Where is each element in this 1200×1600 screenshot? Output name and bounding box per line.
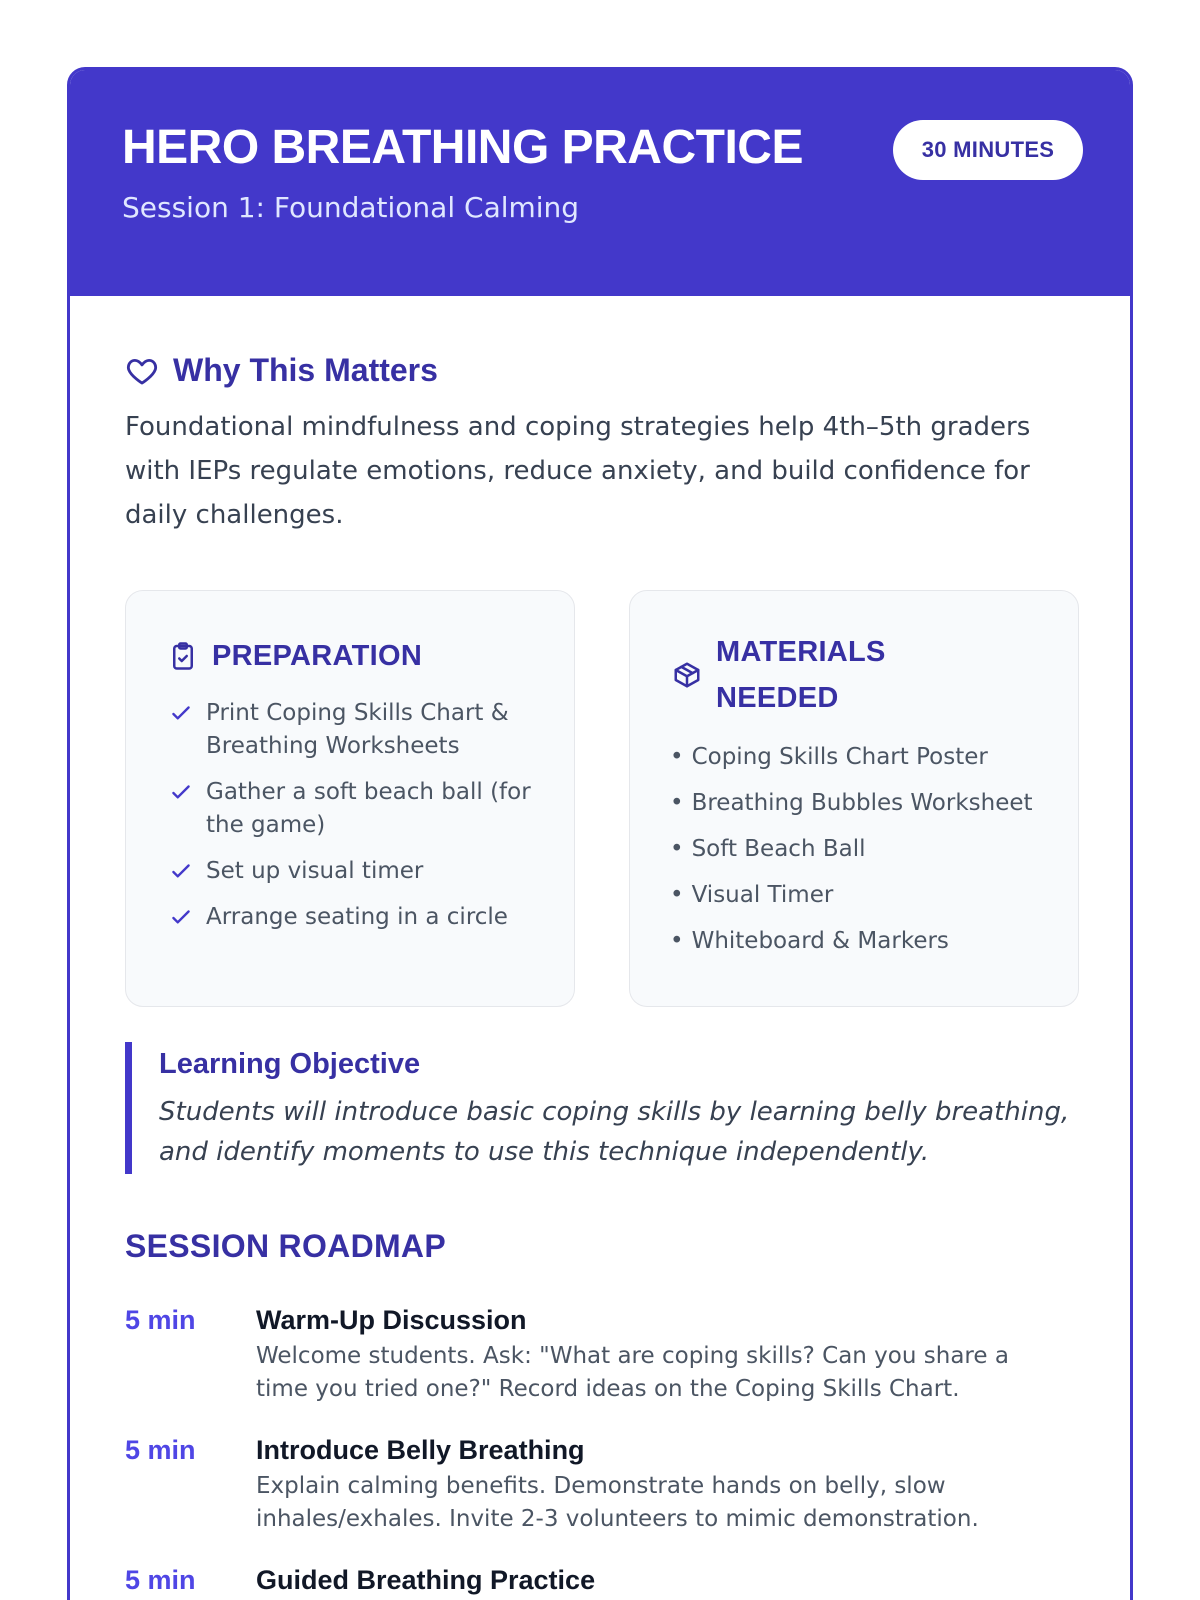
list-item (670, 833, 1033, 866)
roadmap-step (125, 1302, 1085, 1406)
objective-title: Learning Objective (159, 1048, 421, 1080)
materials-item-text: Whiteboard & Markers (691, 928, 949, 954)
preparation-item-text: Gather a soft beach ball (for the game) (206, 779, 531, 838)
step-time: 5 min (125, 1305, 196, 1335)
preparation-item-text: Set up visual timer (206, 858, 424, 884)
session-roadmap (125, 1302, 1085, 1600)
list-item (168, 697, 538, 763)
box-icon (672, 660, 702, 690)
checkmark-icon (168, 859, 194, 885)
list-item (670, 741, 1033, 774)
bullet: • (670, 882, 684, 908)
materials-list (670, 741, 1033, 971)
list-item (670, 787, 1033, 820)
heart-icon (125, 354, 159, 388)
preparation-heading (168, 633, 422, 679)
preparation-item-text: Print Coping Skills Chart & Breathing Worksheets (206, 700, 509, 759)
why-text: Foundational mindfulness and coping strategies help 4th–5th graders with IEPs regulate emotions, reduce anxiety, and build confidence for daily challenges. (125, 412, 1031, 530)
bullet: • (670, 790, 684, 816)
lesson-header (70, 70, 1130, 296)
why-section-heading (125, 352, 438, 389)
step-body (256, 1562, 1056, 1600)
list-item (670, 925, 1033, 958)
checkmark-icon (168, 780, 194, 806)
list-item (168, 901, 538, 934)
preparation-panel (125, 590, 575, 1007)
roadmap-step (125, 1432, 1085, 1536)
preparation-list (168, 697, 538, 947)
step-time: 5 min (125, 1435, 196, 1465)
lesson-title: HERO BREATHING PRACTICE (122, 121, 803, 174)
list-item (670, 879, 1033, 912)
checkmark-icon (168, 905, 194, 931)
step-title: Introduce Belly Breathing (256, 1435, 585, 1465)
clipboard-check-icon (168, 641, 198, 671)
objective-text: Students will introduce basic coping skills by learning belly breathing, and identify moments to use this technique independently. (159, 1097, 1070, 1167)
step-time: 5 min (125, 1565, 196, 1595)
preparation-title: PREPARATION (212, 640, 423, 672)
preparation-item-text: Arrange seating in a circle (206, 904, 508, 930)
step-description: Welcome students. Ask: "What are coping skills? Can you share a time you tried one?" Record ideas on the Coping Skills Chart. (256, 1343, 1009, 1402)
why-title: Why This Matters (173, 352, 438, 388)
roadmap-title: SESSION ROADMAP (125, 1228, 446, 1264)
step-body (256, 1432, 1056, 1536)
duration-badge: 30 MINUTES (893, 120, 1083, 180)
materials-item-text: Visual Timer (691, 882, 834, 908)
materials-item-text: Coping Skills Chart Poster (691, 744, 988, 770)
list-item (168, 855, 538, 888)
roadmap-step (125, 1562, 1085, 1600)
list-item (168, 776, 538, 842)
lesson-subtitle: Session 1: Foundational Calming (122, 190, 580, 224)
bullet: • (670, 744, 684, 770)
learning-objective (125, 1042, 1085, 1174)
materials-title: MATERIALS NEEDED (716, 636, 886, 714)
materials-item-text: Soft Beach Ball (691, 836, 866, 862)
checkmark-icon (168, 701, 194, 727)
step-description: Explain calming benefits. Demonstrate hands on belly, slow inhales/exhales. Invite 2-3 volunteers to mimic demonstration. (256, 1473, 979, 1532)
bullet: • (670, 836, 684, 862)
step-title: Warm-Up Discussion (256, 1305, 527, 1335)
materials-heading (672, 629, 936, 721)
lesson-card (67, 67, 1133, 1600)
materials-panel (629, 590, 1079, 1007)
materials-item-text: Breathing Bubbles Worksheet (691, 790, 1033, 816)
step-title: Guided Breathing Practice (256, 1565, 596, 1595)
step-body (256, 1302, 1056, 1406)
bullet: • (670, 928, 684, 954)
